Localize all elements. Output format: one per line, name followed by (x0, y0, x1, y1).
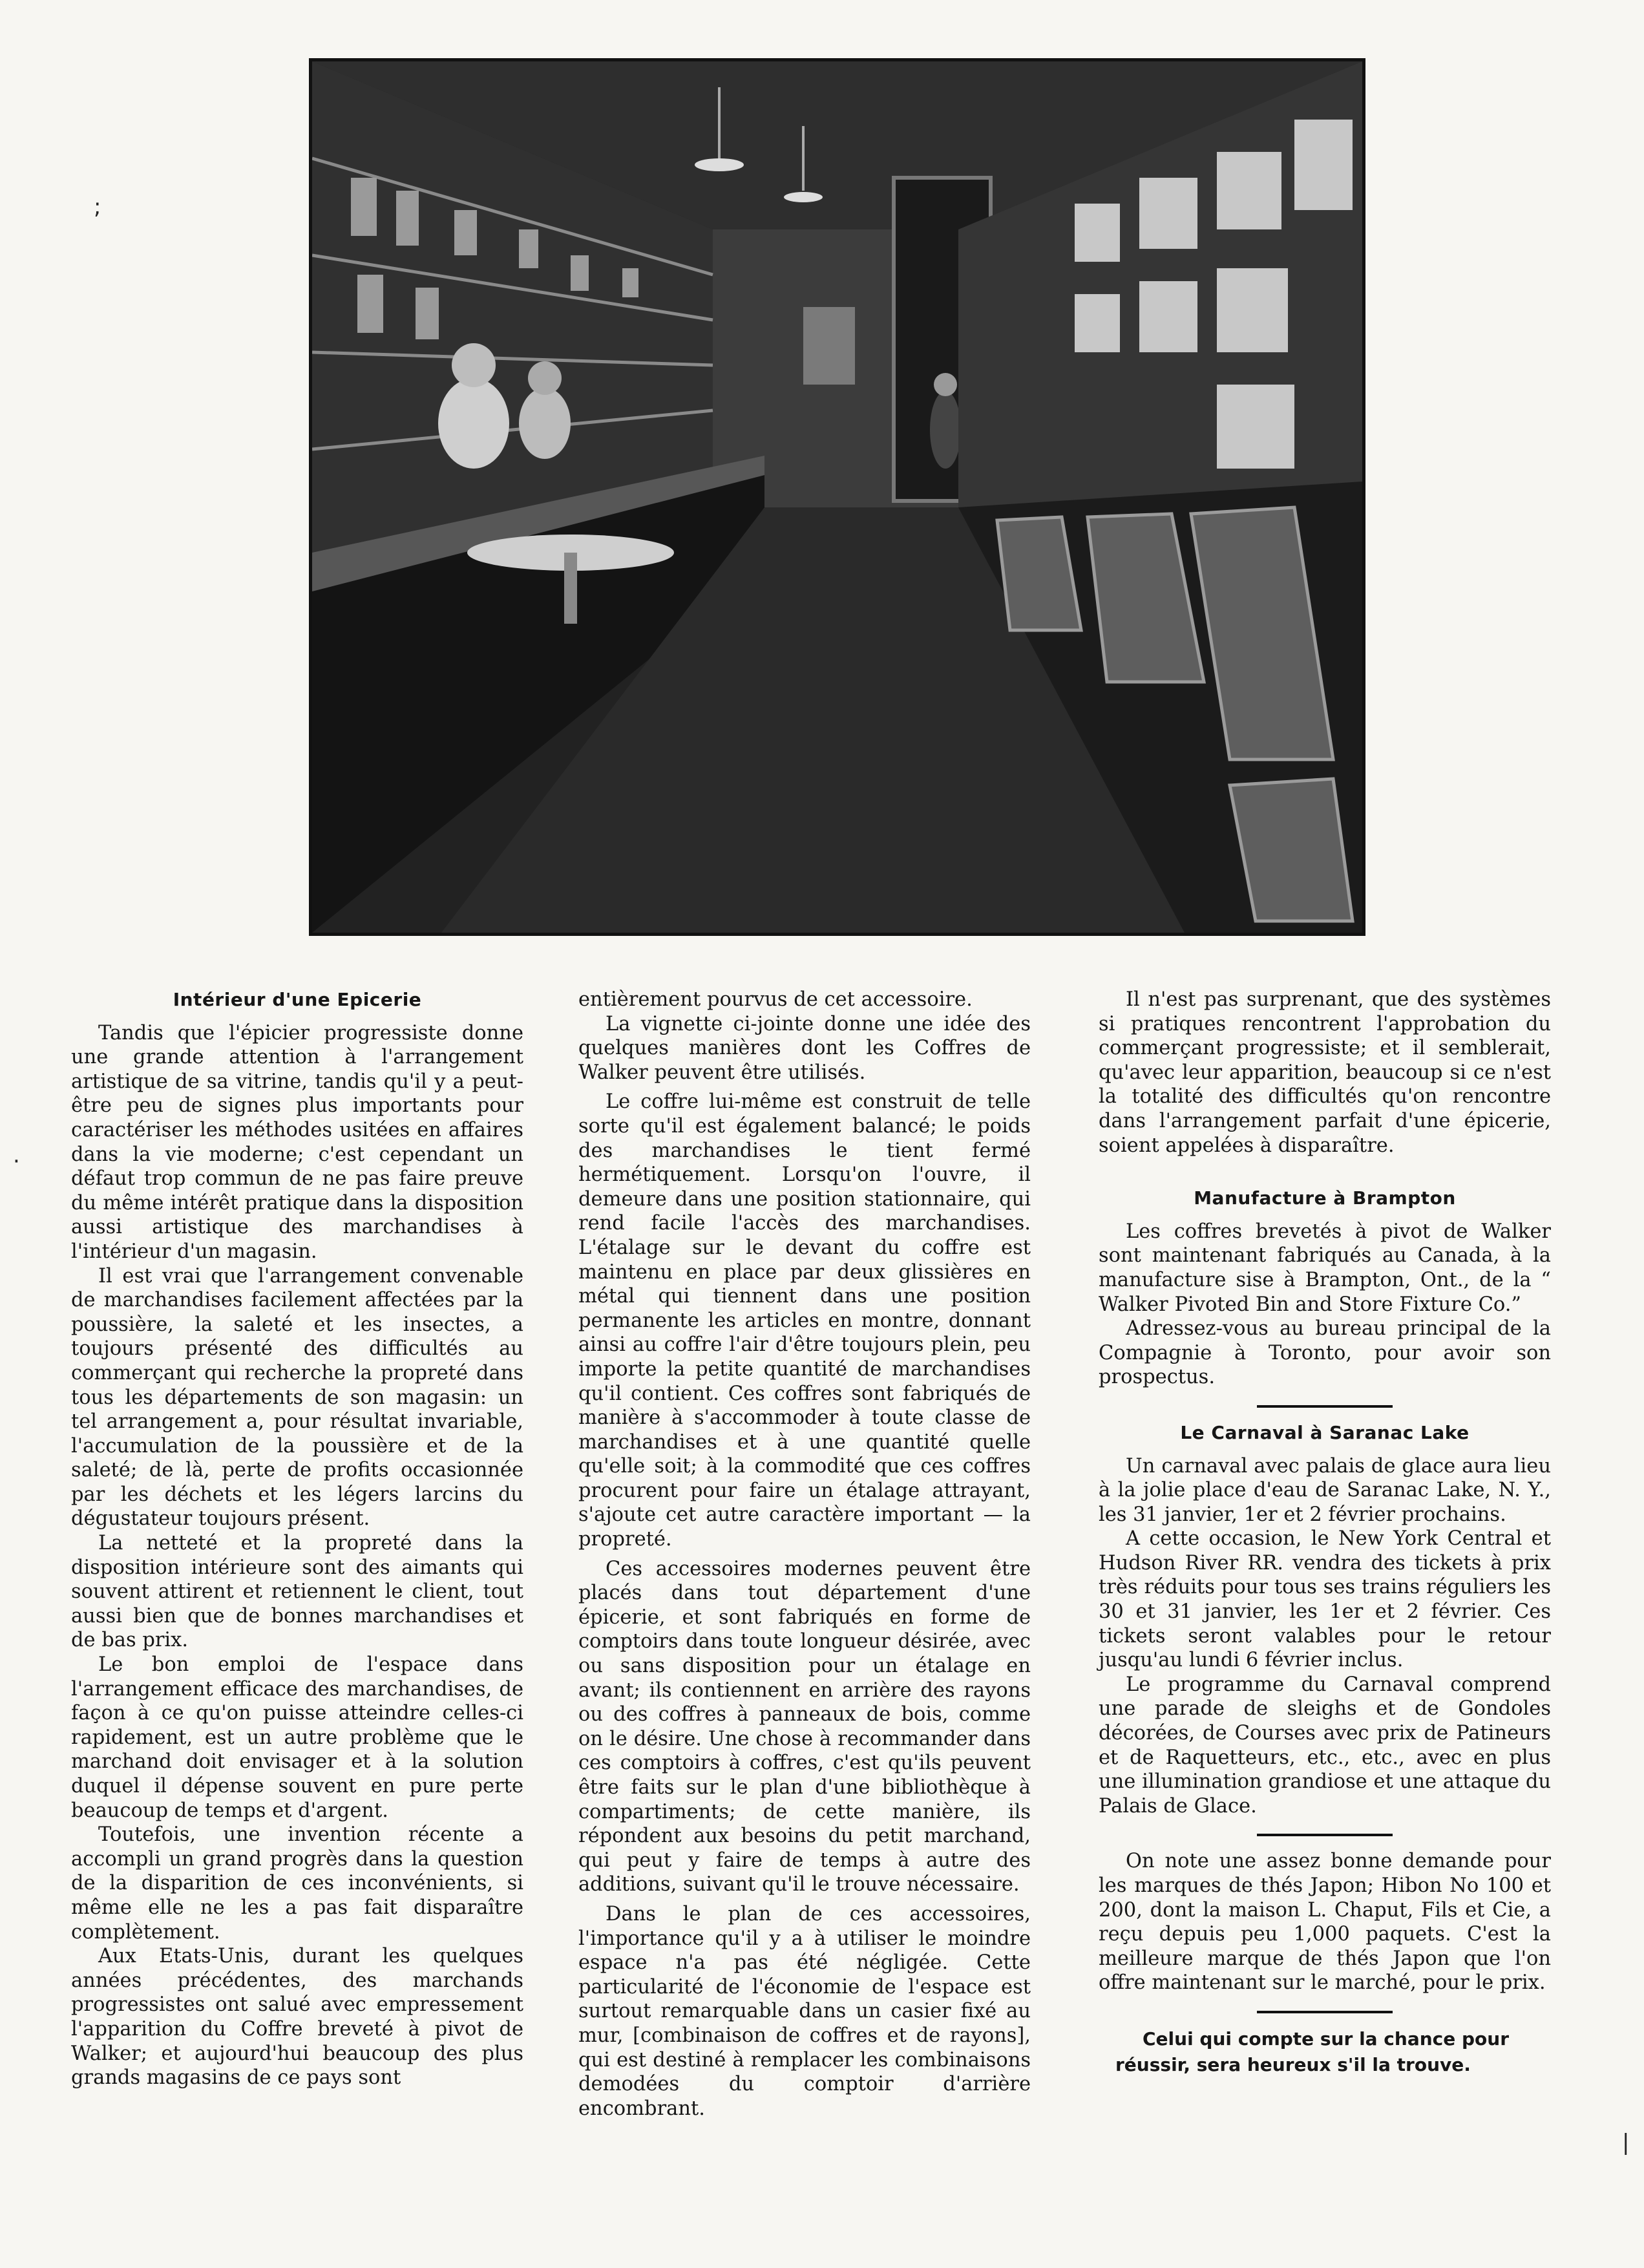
paragraph: Un carnaval avec palais de glace aura lieu à la jolie place d'eau de Saranac Lake, N. Y., les 31 janvier, 1er et 2 février prochains. (1099, 1454, 1551, 1526)
paragraph: Il est vrai que l'arrangement convenable de marchandises facilement affectées par la poussière, la saleté et les insectes, a toujours présenté des difficultés au commerçant qui recherche la propreté dans tous les départements de son magasin: un tel arrangement a, pour résultat invariable, l'accumulation de la poussière et de la saleté; de là, perte de profits occasionnée par les déchets et les légers larcins du dégustateur toujours présent. (71, 1264, 523, 1531)
section-heading: Intérieur d'une Epicerie (173, 989, 422, 1010)
article-column-1 (71, 988, 523, 2090)
article-column-2 (578, 988, 1031, 2121)
paragraph: La vignette ci-jointe donne une idée des quelques manières dont les Coffres de Walker peuvent être utilisés. (578, 1012, 1031, 1084)
paragraph: Les coffres brevetés à pivot de Walker sont maintenant fabriqués au Canada, à la manufacture sise à Brampton, Ont., de la “ Walker Pivoted Bin and Store Fixture Co.” (1099, 1220, 1551, 1316)
paragraph: Le programme du Carnaval comprend une parade de sleighs et de Gondoles décorées, de Courses avec prix de Patineurs et de Raquetteurs, etc., etc., avec en plus une illumination grandiose et une attaque du Palais de Glace. (1099, 1673, 1551, 1818)
margin-mark: | (1622, 2130, 1630, 2156)
divider-rule (1257, 2011, 1393, 2013)
paragraph: Il n'est pas surprenant, que des systèmes si pratiques rencontrent l'approbation du commerçant progressiste; et il semblerait, qu'avec leur apparition, beaucoup si ce n'est la totalité des difficultés qu'on rencontre dans l'arrangement parfait d'une épicerie, soient appelées à disparaître. (1099, 988, 1551, 1157)
paragraph: Ces accessoires modernes peuvent être placés dans tout département d'une épicerie, et sont fabriqués en forme de comptoirs dans toute longueur désirée, avec ou sans disposition pour un étalage en avant; ils contiennent en arrière des rayons ou des coffres à panneaux de bois, comme on le désire. Une chose à recommander dans ces comptoirs à coffres, c'est qu'ils peuvent être faits sur le plan d'une bibliothèque à compartiments; de cette manière, ils répondent aux besoins du petit marchand, qui peut y faire de temps à autre des additions, suivant qu'il le trouve nécessaire. (578, 1557, 1031, 1896)
margin-mark: · (13, 1149, 20, 1174)
paragraph: A cette occasion, le New York Central et Hudson River RR. vendra des tickets à prix très réduits pour tous ses trains réguliers les 30 et 31 janvier, les 1er et 2 février. Ces tickets seront valables pour le retour jusqu'au lundi 6 février inclus. (1099, 1527, 1551, 1672)
paragraph: Toutefois, une invention récente a accompli un grand progrès dans la question de la disparition de ces inconvénients, si même elle ne les a pas fait disparaître complètement. (71, 1823, 523, 1944)
divider-rule (1257, 1834, 1393, 1836)
section-heading: Le Carnaval à Saranac Lake (1180, 1421, 1470, 1443)
paragraph: Le bon emploi de l'espace dans l'arrangement efficace des marchandises, de façon à ce qu'on puisse atteindre celles-ci rapidement, est un autre problème que le marchand doit envisager et à la solution duquel il dépense souvent en pure perte beaucoup de temps et d'argent. (71, 1653, 523, 1822)
grocery-interior-photo (309, 58, 1365, 936)
margin-mark: ; (94, 194, 101, 220)
article-column-3 (1099, 988, 1551, 2078)
closing-quote: Celui qui compte sur la chance pour réussir, sera heureux s'il la trouve. (1115, 2028, 1510, 2075)
paragraph: Aux Etats-Unis, durant les quelques années précédentes, des marchands progressistes ont salué avec empressement l'apparition du Coffre breveté à pivot de Walker; et aujourd'hui beaucoup des plus grands magasins de ce pays sont (71, 1945, 523, 2090)
paragraph: On note une assez bonne demande pour les marques de thés Japon; Hibon No 100 et 200, dont la maison L. Chaput, Fils et Cie, a reçu depuis peu 1,000 paquets. C'est la meilleure marque de thés Japon que l'on offre maintenant sur le marché, pour le prix. (1099, 1850, 1551, 1995)
paragraph: Tandis que l'épicier progressiste donne une grande attention à l'arrangement artistique de sa vitrine, tandis qu'il y a peut-être peu de signes plus importants pour caractériser les méthodes usitées en affaires dans la vie moderne; c'est cependant un défaut trop commun de ne pas faire preuve du même intérêt pratique dans la disposition aussi artistique des marchandises à l'intérieur d'un magasin. (71, 1021, 523, 1263)
paragraph-continuation: entièrement pourvus de cet accessoire. (578, 988, 973, 1011)
section-heading: Manufacture à Brampton (1194, 1187, 1456, 1209)
paragraph: La netteté et la propreté dans la disposition intérieure sont des aimants qui souvent attirent et retiennent le client, tout aussi bien que de bonnes marchandises et de bas prix. (71, 1532, 523, 1652)
divider-rule (1257, 1405, 1393, 1408)
paragraph: Adressez-vous au bureau principal de la Compagnie à Toronto, pour avoir son prospectus. (1099, 1317, 1551, 1389)
paragraph: Dans le plan de ces accessoires, l'importance qu'il y a à utiliser le moindre espace n'a pas été négligée. Cette particularité de l'économie de l'espace est surtout remarquable dans un casier fixé au mur, [combinaison de coffres et de rayons], qui est destiné à remplacer les combinaisons demodées du comptoir d'arrière encombrant. (578, 1902, 1031, 2120)
photo-illustration (312, 61, 1362, 933)
paragraph: Le coffre lui-même est construit de telle sorte qu'il est également balancé; le poids des marchandises le tient fermé hermétiquement. Lorsqu'on l'ouvre, il demeure dans une position stationnaire, qui rend facile l'accès des marchandises. L'étalage sur le devant du coffre est maintenu en place par deux glissières en métal qui tiennent dans une position permanente les articles en montre, donnant ainsi au coffre l'air d'être toujours plein, peu importe la petite quantité de marchandises qu'il contient. Ces coffres sont fabriqués de manière à s'accommoder à toute classe de marchandises et à une quantité quelle qu'elle soit; à la commodité que ces coffres procurent pour faire un étalage attrayant, s'ajoute cet autre caractère important — la propreté. (578, 1090, 1031, 1551)
